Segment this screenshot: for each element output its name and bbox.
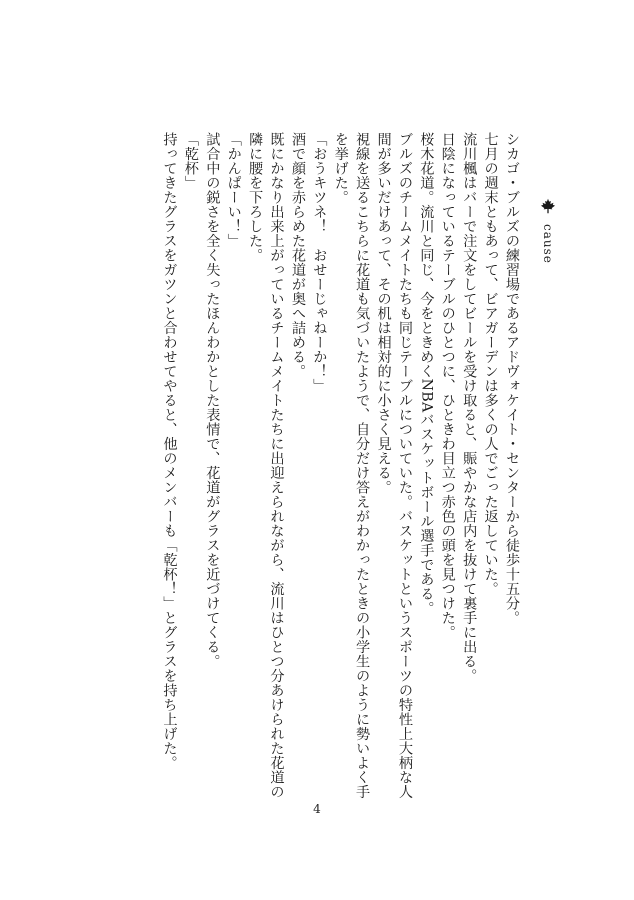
text-line: 試合中の鋭さを全く失ったほんわかとした表情で、花道がグラスを近づけてくる。 (204, 132, 221, 669)
text-line: 桜木花道。流川と同じ、今をときめくNBAバスケットボール選手である。 (418, 132, 435, 616)
text-line: 酒で顔を赤らめた花道が奥へ詰める。 (289, 132, 306, 379)
text-line: 持ってきたグラスをガツンと合わせてやると、他のメンバーも「乾杯！」とグラスを持ち上げた。 (161, 132, 178, 770)
text-line: シカゴ・ブルズの練習場であるアドヴォケイト・センターから徒歩十五分。 (504, 132, 520, 625)
text-line: 「かんぱーい！」 (225, 132, 242, 248)
running-header (534, 198, 562, 264)
text-line: 七月の週末ともあって、ビアガーデンは多くの人でごった返していた。 (482, 132, 499, 596)
text-line: 流川楓はバーで注文をしてビールを受け取ると、賑やかな店内を抜けて裏手に出る。 (461, 132, 478, 683)
maple-leaf-icon (540, 198, 556, 214)
text-line: 視線を送るこちらに花道も気づいたようで、自分だけ答えがわかったときの小学生のように勢いよく手 (354, 132, 371, 799)
running-header-title: cause (541, 224, 555, 264)
text-line: 隣に腰を下ろした。 (247, 132, 264, 263)
text-line: ブルズのチームメイトたちも同じテーブルについていた。バスケットというスポーツの特性上大柄な人 (396, 132, 413, 799)
text-line: 「おうキツネ！ おせーじゃねーか！」 (311, 132, 328, 393)
text-line: 既にかなり出来上がっているチームメイトたちに出迎えられながら、流川はひとつ分あけられた花道の (268, 132, 285, 799)
text-line: を挙げた。 (332, 132, 349, 205)
body-text (62, 132, 522, 832)
text-line: 日陰になっているテーブルのひとつに、ひときわ目立つ赤色の頭を見つけた。 (439, 132, 456, 640)
text-line: 間が多いだけあって、その机は相対的に小さく見える。 (375, 132, 392, 495)
text-line: 「乾杯」 (182, 132, 199, 190)
page-number: 4 (313, 802, 321, 816)
